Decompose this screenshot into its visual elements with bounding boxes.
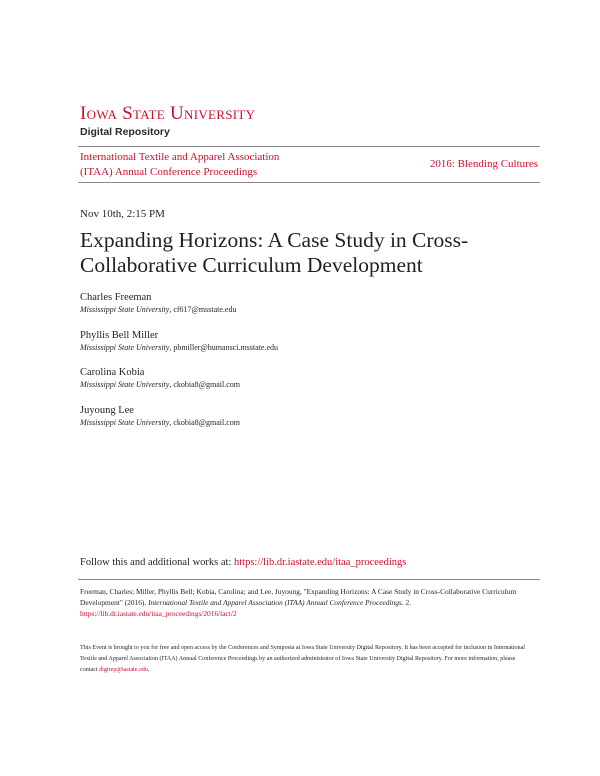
- citation-rule: [78, 579, 540, 580]
- notice-text: This Event is brought to you for free and open access by the Conferences and Symposia at Iowa State University Digital Repository. It has been accepted for inclusion in International Textile and Apparel Association (ITAA) Annual Conference Proceedings by an authorized administrator of Iowa State University Digital Repository. For more information, please contact: [80, 645, 526, 673]
- author-email: , pbmiller@humansci.msstate.edu: [169, 342, 279, 352]
- notice-end: .: [147, 667, 150, 673]
- author-affiliation: [80, 304, 500, 316]
- author-affiliation: [80, 342, 500, 354]
- conference-name-line2[interactable]: (ITAA) Annual Conference Proceedings: [80, 165, 258, 178]
- follow-line: [80, 556, 406, 570]
- author-name: Juyoung Lee: [80, 404, 134, 416]
- citation-issue: . 2.: [401, 598, 412, 607]
- author-name: Carolina Kobia: [80, 367, 145, 378]
- author-name: Charles Freeman: [80, 292, 152, 303]
- repository-notice: [80, 643, 525, 676]
- author-email: , ckobia8@gmail.com: [169, 380, 241, 389]
- recommended-citation: [80, 586, 520, 619]
- citation-authors-title: Freeman, Charles; Miller, Phyllis Bell; Kobia, Carolina; and Lee, Juyoung, "Expanding Horizons: A Case Study in Cross-Collaborative Curriculum Development" (2016).: [80, 587, 517, 607]
- author-item: [80, 329, 500, 367]
- citation-url-link[interactable]: https://lib.dr.iastate.edu/itaa_proceedings/2016/lact/2: [80, 609, 237, 618]
- conference-year-link[interactable]: 2016: Blending Cultures: [429, 158, 538, 170]
- repository-name: Digital Repository: [80, 126, 170, 138]
- author-list: [80, 291, 500, 441]
- author-email: , ckobia8@gmail.com: [169, 417, 241, 427]
- conference-name-link[interactable]: [80, 150, 310, 179]
- citation-journal: International Textile and Apparel Association (ITAA) Annual Conference Proceedings: [148, 598, 402, 607]
- author-institution: Mississippi State University: [80, 417, 170, 427]
- university-logo: [80, 104, 255, 139]
- header-bottom-rule: [78, 182, 540, 183]
- paper-title: [80, 228, 480, 278]
- author-item: [80, 404, 500, 442]
- author-item: [80, 291, 500, 329]
- paper-title-line2: Collaborative Curriculum Development: [80, 253, 423, 277]
- follow-text: Follow this and additional works at:: [80, 557, 234, 568]
- author-email: , cf617@msstate.edu: [169, 305, 237, 314]
- author-institution: Mississippi State University: [80, 305, 170, 314]
- event-date: Nov 10th, 2:15 PM: [80, 208, 165, 220]
- author-affiliation: [80, 417, 500, 429]
- author-item: [80, 366, 500, 404]
- conference-name-line1[interactable]: International Textile and Apparel Association: [80, 151, 280, 163]
- proceedings-link[interactable]: https://lib.dr.iastate.edu/itaa_proceedings: [234, 557, 407, 568]
- author-institution: Mississippi State University: [80, 342, 170, 352]
- contact-email-link[interactable]: digirep@iastate.edu: [99, 667, 148, 673]
- author-name: Phyllis Bell Miller: [80, 329, 159, 341]
- paper-title-line1: Expanding Horizons: A Case Study in Cross-: [80, 228, 469, 252]
- university-name: Iowa State University: [80, 103, 256, 124]
- author-institution: Mississippi State University: [80, 380, 170, 389]
- author-affiliation: [80, 379, 500, 391]
- header-top-rule: [78, 146, 540, 147]
